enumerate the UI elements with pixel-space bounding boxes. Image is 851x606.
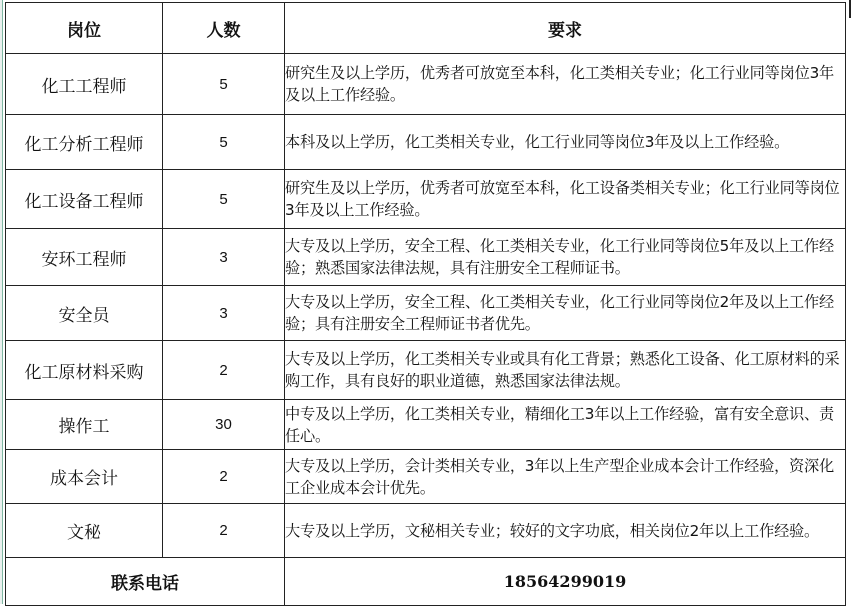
table-row	[6, 400, 846, 450]
requirements-cell: 中专及以上学历，化工类相关专业，精细化工3年以上工作经验，富有安全意识、责任心。	[285, 400, 846, 450]
header-requirements: 要求	[285, 3, 846, 54]
header-count: 人数	[163, 3, 285, 54]
count-cell: 3	[163, 286, 285, 341]
header-position: 岗位	[6, 3, 163, 54]
count-cell: 5	[163, 54, 285, 115]
requirements-cell: 大专及以上学历，会计类相关专业，3年以上生产型企业成本会计工作经验，资深化工企业成本会计优先。	[285, 450, 846, 504]
count-cell: 5	[163, 170, 285, 229]
table-row	[6, 504, 846, 558]
count-cell: 5	[163, 115, 285, 170]
requirements-cell: 大专及以上学历，安全工程、化工类相关专业，化工行业同等岗位2年及以上工作经验；具有注册安全工程师证书者优先。	[285, 286, 846, 341]
table-row	[6, 450, 846, 504]
position-cell: 安环工程师	[6, 229, 163, 286]
table-row	[6, 170, 846, 229]
requirements-cell: 本科及以上学历，化工类相关专业，化工行业同等岗位3年及以上工作经验。	[285, 115, 846, 170]
count-cell: 2	[163, 504, 285, 558]
count-cell: 2	[163, 450, 285, 504]
table-row	[6, 341, 846, 400]
position-cell: 化工工程师	[6, 54, 163, 115]
requirements-cell: 大专及以上学历，文秘相关专业；较好的文字功底，相关岗位2年以上工作经验。	[285, 504, 846, 558]
requirements-cell: 大专及以上学历，安全工程、化工类相关专业，化工行业同等岗位5年及以上工作经验；熟悉国家法律法规，具有注册安全工程师证书。	[285, 229, 846, 286]
contact-row	[6, 558, 846, 606]
table-row	[6, 115, 846, 170]
count-cell: 3	[163, 229, 285, 286]
table-row	[6, 286, 846, 341]
count-cell: 2	[163, 341, 285, 400]
requirements-cell: 大专及以上学历，化工类相关专业或具有化工背景；熟悉化工设备、化工原材料的采购工作，具有良好的职业道德，熟悉国家法律法规。	[285, 341, 846, 400]
count-cell: 30	[163, 400, 285, 450]
position-cell: 化工设备工程师	[6, 170, 163, 229]
left-edge-strip	[0, 0, 3, 604]
table-header-row	[6, 3, 846, 54]
position-cell: 化工原材料采购	[6, 341, 163, 400]
position-cell: 成本会计	[6, 450, 163, 504]
contact-label: 联系电话	[6, 558, 285, 606]
contact-phone: 18564299019	[285, 558, 846, 606]
job-openings-table	[5, 2, 846, 606]
table-row	[6, 229, 846, 286]
position-cell: 操作工	[6, 400, 163, 450]
position-cell: 化工分析工程师	[6, 115, 163, 170]
position-cell: 文秘	[6, 504, 163, 558]
position-cell: 安全员	[6, 286, 163, 341]
table-row	[6, 54, 846, 115]
requirements-cell: 研究生及以上学历，优秀者可放宽至本科，化工设备类相关专业；化工行业同等岗位3年及以上工作经验。	[285, 170, 846, 229]
requirements-cell: 研究生及以上学历，优秀者可放宽至本科，化工类相关专业；化工行业同等岗位3年及以上工作经验。	[285, 54, 846, 115]
